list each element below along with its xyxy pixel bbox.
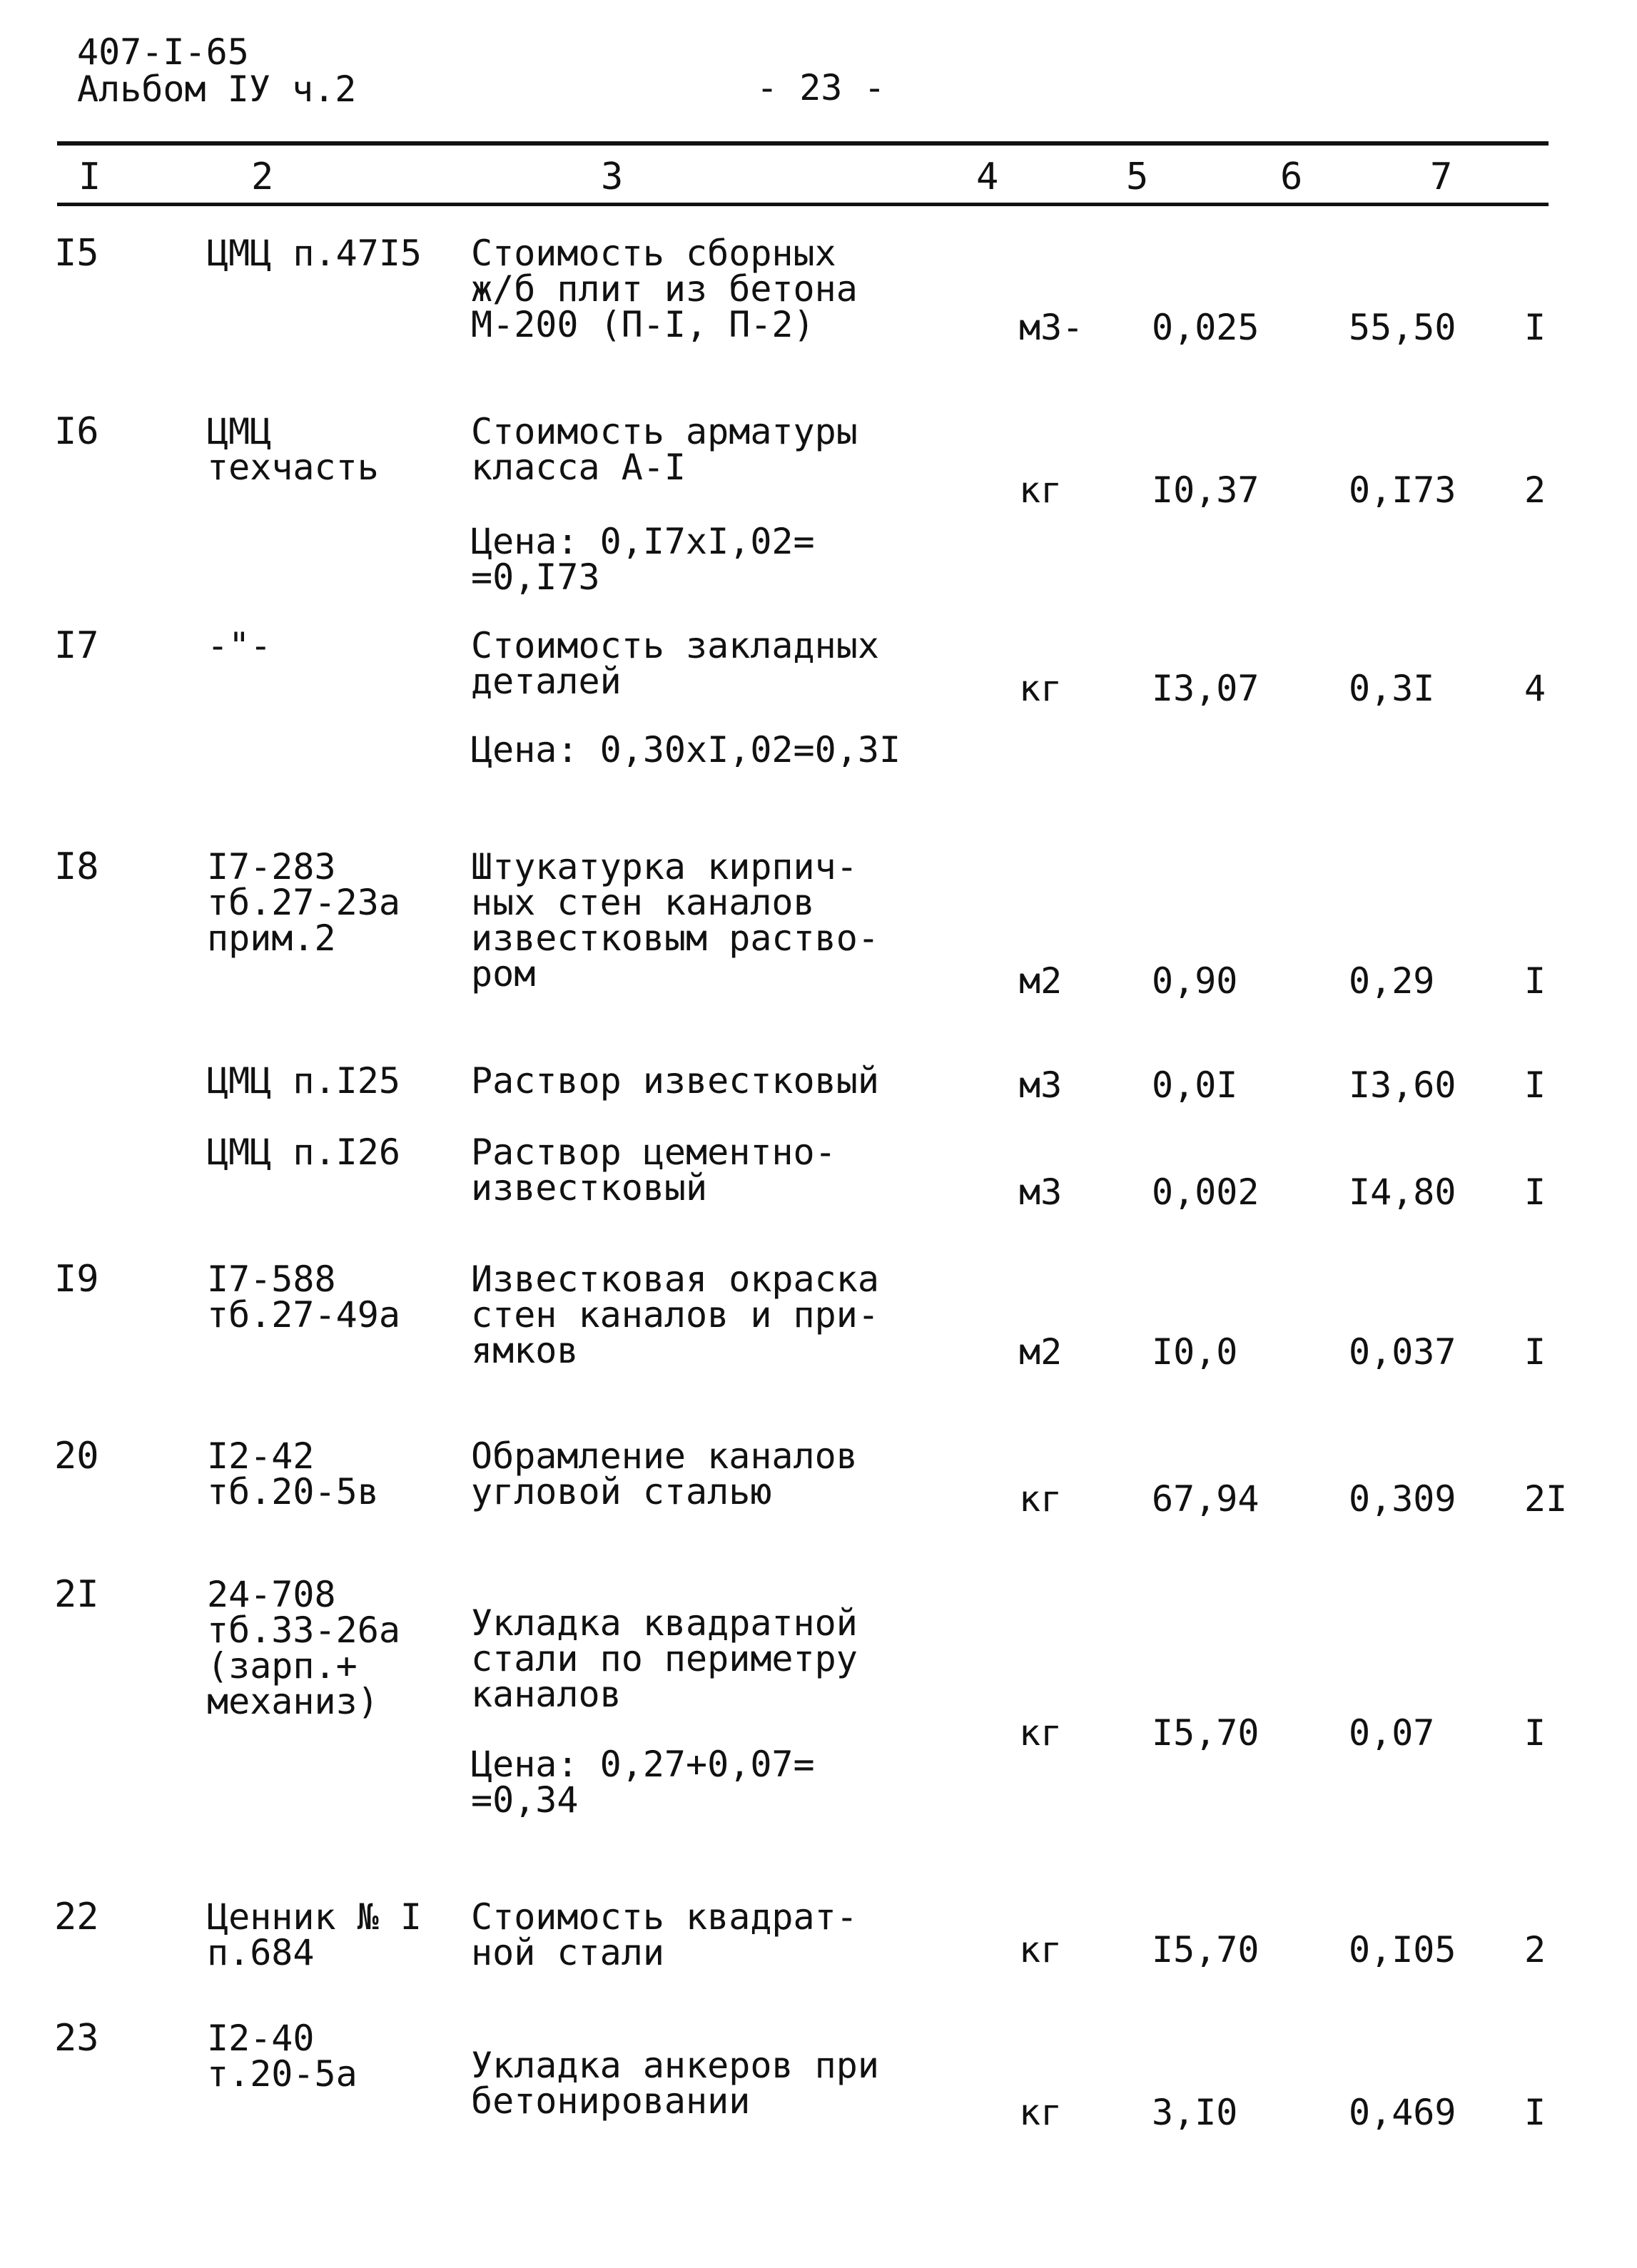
quantity-cell: I5,70 bbox=[1152, 1712, 1260, 1754]
work-description: стен каналов и при- bbox=[471, 1294, 879, 1336]
work-description: Раствор известковый bbox=[471, 1060, 879, 1102]
norm-reference: механиз) bbox=[207, 1681, 379, 1722]
work-description: Известковая окраска bbox=[471, 1258, 879, 1300]
row-number: I7 bbox=[54, 624, 99, 667]
rate-cell: I bbox=[1524, 1712, 1546, 1754]
work-description: угловой сталью bbox=[471, 1471, 772, 1512]
norm-reference: I7-588 bbox=[207, 1258, 336, 1300]
rate-cell: I bbox=[1524, 1171, 1546, 1213]
unit-price-cell: 0,I05 bbox=[1349, 1929, 1456, 1970]
quantity-cell: I0,0 bbox=[1152, 1331, 1238, 1373]
price-note: =0,I73 bbox=[471, 556, 600, 598]
page-number: - 23 - bbox=[756, 67, 886, 108]
norm-reference: ЦМЦ п.I25 bbox=[207, 1060, 400, 1102]
rate-cell: I bbox=[1524, 1064, 1546, 1106]
work-description: деталей bbox=[471, 661, 622, 702]
unit-cell: м3- bbox=[1019, 307, 1084, 348]
unit-price-cell: 0,3I bbox=[1349, 668, 1435, 709]
work-description: Раствор цементно- bbox=[471, 1132, 836, 1173]
norm-reference: (зарп.+ bbox=[207, 1645, 358, 1687]
work-description: ром bbox=[471, 953, 536, 995]
unit-price-cell: 0,07 bbox=[1349, 1712, 1435, 1754]
album-label: Альбом IУ ч.2 bbox=[77, 68, 357, 110]
column-header: 4 bbox=[976, 156, 999, 198]
table-header-rule bbox=[57, 203, 1549, 206]
norm-reference: тб.27-23а bbox=[207, 882, 400, 923]
row-number: I9 bbox=[54, 1258, 99, 1301]
norm-reference: ЦМЦ п.I26 bbox=[207, 1132, 400, 1173]
unit-cell: м2 bbox=[1019, 1331, 1063, 1373]
unit-cell: кг bbox=[1019, 668, 1063, 709]
work-description: Стоимость квадрат- bbox=[471, 1896, 858, 1938]
column-header: 2 bbox=[251, 156, 274, 198]
row-number: I6 bbox=[54, 410, 99, 453]
unit-cell: кг bbox=[1019, 469, 1063, 511]
unit-price-cell: 0,29 bbox=[1349, 960, 1435, 1002]
quantity-cell: 3,I0 bbox=[1152, 2092, 1238, 2133]
work-description: Стоимость закладных bbox=[471, 625, 879, 666]
work-description: Штукатурка кирпич- bbox=[471, 846, 858, 888]
work-description: ных стен каналов bbox=[471, 882, 815, 923]
quantity-cell: 0,90 bbox=[1152, 960, 1238, 1002]
price-note: Цена: 0,27+0,07= bbox=[471, 1744, 815, 1785]
work-description: М-200 (П-I, П-2) bbox=[471, 304, 815, 345]
norm-reference: -"- bbox=[207, 625, 272, 666]
work-description: известковый bbox=[471, 1167, 708, 1209]
quantity-cell: I5,70 bbox=[1152, 1929, 1260, 1970]
quantity-cell: 0,0I bbox=[1152, 1064, 1238, 1106]
unit-cell: кг bbox=[1019, 1478, 1063, 1520]
norm-reference: I7-283 bbox=[207, 846, 336, 888]
unit-cell: кг bbox=[1019, 2092, 1063, 2133]
price-note: Цена: 0,30хI,02=0,3I bbox=[471, 729, 901, 771]
row-number: 2I bbox=[54, 1573, 99, 1616]
quantity-cell: 0,002 bbox=[1152, 1171, 1260, 1213]
row-number: I5 bbox=[54, 232, 99, 275]
work-description: ж/б плит из бетона bbox=[471, 268, 858, 310]
norm-reference: ЦМЦ bbox=[207, 411, 272, 452]
work-description: Стоимость сборных bbox=[471, 233, 836, 274]
column-header: 7 bbox=[1430, 156, 1453, 198]
quantity-cell: 67,94 bbox=[1152, 1478, 1260, 1520]
work-description: Укладка квадратной bbox=[471, 1602, 858, 1644]
work-description: каналов bbox=[471, 1674, 622, 1715]
work-description: бетонировании bbox=[471, 2080, 751, 2122]
price-note: Цена: 0,I7хI,02= bbox=[471, 521, 815, 562]
work-description: стали по периметру bbox=[471, 1638, 858, 1679]
norm-reference: тб.20-5в bbox=[207, 1471, 379, 1512]
row-number: I8 bbox=[54, 845, 99, 888]
norm-reference: I2-40 bbox=[207, 2018, 315, 2059]
work-description: Укладка анкеров при bbox=[471, 2045, 879, 2086]
unit-price-cell: I3,60 bbox=[1349, 1064, 1456, 1106]
rate-cell: I bbox=[1524, 1331, 1546, 1373]
rate-cell: 2I bbox=[1524, 1478, 1568, 1520]
norm-reference: I2-42 bbox=[207, 1435, 315, 1477]
rate-cell: 4 bbox=[1524, 668, 1546, 709]
row-number: 20 bbox=[54, 1435, 99, 1478]
price-note: =0,34 bbox=[471, 1779, 579, 1821]
norm-reference: Ценник № I bbox=[207, 1896, 422, 1938]
quantity-cell: 0,025 bbox=[1152, 307, 1260, 348]
rate-cell: I bbox=[1524, 960, 1546, 1002]
work-description: класса А-I bbox=[471, 447, 686, 488]
unit-cell: м3 bbox=[1019, 1064, 1063, 1106]
column-header: I bbox=[78, 156, 101, 198]
column-header: 5 bbox=[1126, 156, 1149, 198]
unit-cell: м3 bbox=[1019, 1171, 1063, 1213]
work-description: ной стали bbox=[471, 1932, 664, 1973]
unit-price-cell: I4,80 bbox=[1349, 1171, 1456, 1213]
norm-reference: техчасть bbox=[207, 447, 379, 488]
work-description: Стоимость арматуры bbox=[471, 411, 858, 452]
unit-price-cell: 0,037 bbox=[1349, 1331, 1456, 1373]
rate-cell: I bbox=[1524, 2092, 1546, 2133]
norm-reference: прим.2 bbox=[207, 917, 336, 959]
row-number: 23 bbox=[54, 2017, 99, 2060]
project-code: 407-I-65 bbox=[77, 31, 249, 73]
unit-cell: кг bbox=[1019, 1929, 1063, 1970]
column-header: 6 bbox=[1280, 156, 1303, 198]
unit-price-cell: 0,I73 bbox=[1349, 469, 1456, 511]
quantity-cell: I3,07 bbox=[1152, 668, 1260, 709]
norm-reference: тб.33-26а bbox=[207, 1610, 400, 1651]
unit-price-cell: 0,469 bbox=[1349, 2092, 1456, 2133]
unit-price-cell: 55,50 bbox=[1349, 307, 1456, 348]
work-description: ямков bbox=[471, 1330, 579, 1371]
rate-cell: I bbox=[1524, 307, 1546, 348]
rate-cell: 2 bbox=[1524, 469, 1546, 511]
quantity-cell: I0,37 bbox=[1152, 469, 1260, 511]
norm-reference: ЦМЦ п.47I5 bbox=[207, 233, 422, 274]
norm-reference: п.684 bbox=[207, 1932, 315, 1973]
unit-cell: кг bbox=[1019, 1712, 1063, 1754]
table-top-rule bbox=[57, 141, 1549, 146]
work-description: известковым раство- bbox=[471, 917, 879, 959]
row-number: 22 bbox=[54, 1896, 99, 1938]
norm-reference: тб.27-49а bbox=[207, 1294, 400, 1336]
unit-cell: м2 bbox=[1019, 960, 1063, 1002]
unit-price-cell: 0,309 bbox=[1349, 1478, 1456, 1520]
rate-cell: 2 bbox=[1524, 1929, 1546, 1970]
work-description: Обрамление каналов bbox=[471, 1435, 858, 1477]
norm-reference: т.20-5а bbox=[207, 2053, 358, 2095]
column-header: 3 bbox=[601, 156, 624, 198]
norm-reference: 24-708 bbox=[207, 1574, 336, 1615]
